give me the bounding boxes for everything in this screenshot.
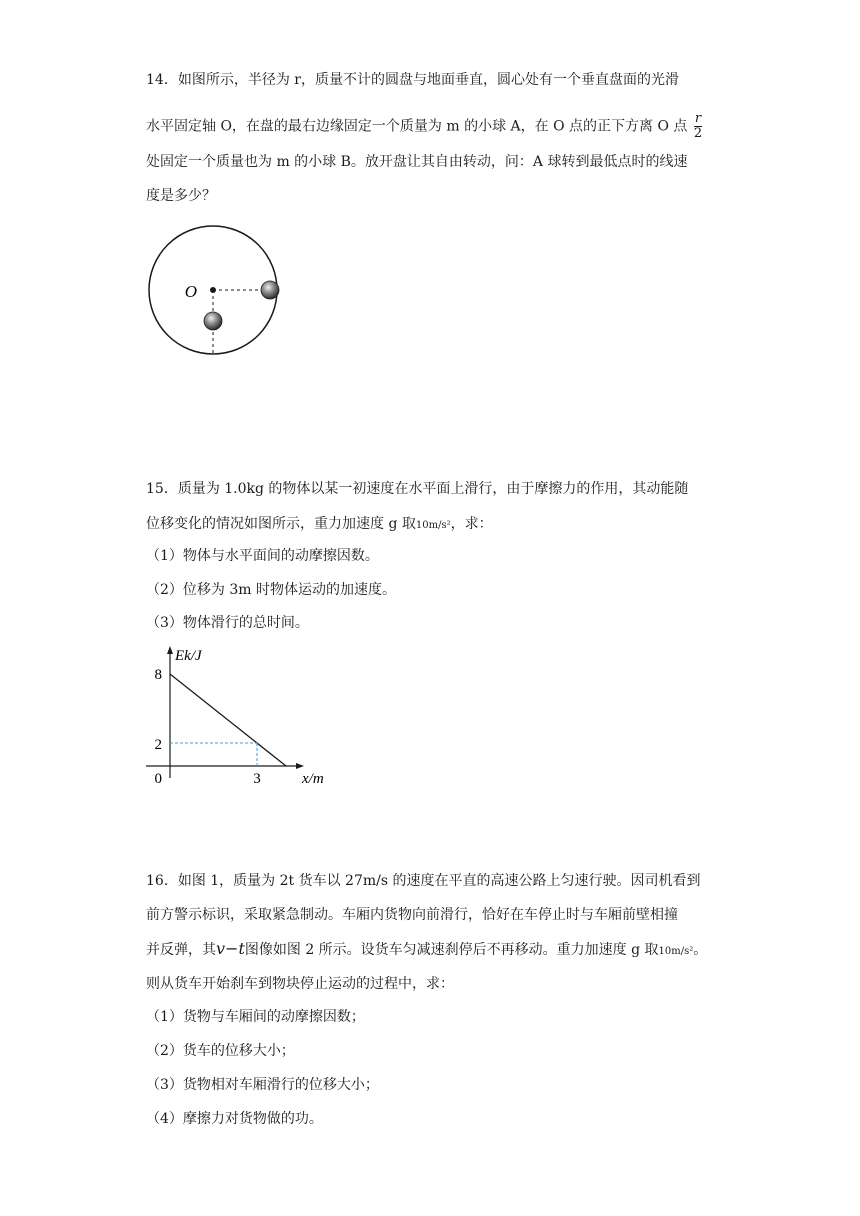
axis-point-o [210,287,216,293]
q14-line-2 [146,112,702,141]
q14-line-3: 处固定一个质量也为 m 的小球 B。放开盘让其自由转动，问：A 球转到最低点时的线速 [146,154,688,170]
q16-sub-4: （4）摩擦力对货物做的功。 [146,1111,323,1127]
q16-vt-label: v−t [216,939,245,958]
x-axis-label: x/m [302,771,324,787]
q16-g-unit: 10m/s² [658,946,694,957]
q16-line-4: 则从货车开始刹车到物块停止运动的过程中，求： [146,976,454,992]
q15-line-2-end: ，求： [450,516,493,532]
origin-label: 0 [154,771,162,787]
q16-line-3-end: 。 [693,942,708,958]
center-label-o: O [184,282,197,301]
ek-line [170,674,286,766]
q16-line-1: 16．如图 1，质量为 2t 货车以 27m/s 的速度在平直的高速公路上匀速行驶。因司机看到 [146,873,701,889]
y-axis-label [174,648,203,664]
x-axis-arrow [296,763,304,769]
q16-sub-1: （1）货物与车厢间的动摩擦因数； [146,1009,365,1025]
q14-line-4: 度是多少？ [146,188,216,204]
q16-line-3-text: 并反弹，其 [146,942,216,958]
q15-line-1: 15．质量为 1.0kg 的物体以某一初速度在水平面上滑行，由于摩擦力的作用，其动能随 [146,481,689,497]
q15-g-unit: 10m/s² [415,520,451,531]
q14-line-1: 14．如图所示，半径为 r，质量不计的圆盘与地面垂直，圆心处有一个垂直盘面的光滑 [146,72,679,88]
q15-sub-2: （2）位移为 3m 时物体运动的加速度。 [146,582,396,598]
x-tick-3: 3 [253,771,261,787]
q14-fraction-denominator: 2 [693,126,703,141]
q14-line-2-text: 水平固定轴 O，在盘的最右边缘固定一个质量为 m 的小球 A，在 O 点的正下方离 O 点 [146,118,688,135]
y-tick-2: 2 [154,737,162,753]
q15-sub-3: （3）物体滑行的总时间。 [146,615,309,631]
q15-line-2-text: 位移变化的情况如图所示，重力加速度 g 取 [146,516,416,532]
y-axis-arrow [167,646,173,654]
q16-sub-3: （3）货物相对车厢滑行的位移大小； [146,1077,379,1093]
q16-line-3 [146,939,707,962]
q16-line-2: 前方警示标识，采取紧急制动。车厢内货物向前滑行，恰好在车停止时与车厢前壁相撞 [146,907,678,923]
y-tick-8: 8 [154,667,162,683]
q16-line-3-middle: 图像如图 2 所示。设货车匀减速刹停后不再移动。重力加速度 g 取 [244,942,659,958]
q15-line-2 [146,514,493,536]
ball-b [204,312,222,330]
q14-fraction-numerator: r [694,111,702,126]
q15-ek-x-graph [140,640,340,790]
q16-sub-2: （2）货车的位移大小； [146,1043,295,1059]
y-axis-label-text: Ek/J [175,648,202,664]
q14-disc-figure [140,220,290,365]
ball-a [261,281,279,299]
q15-sub-1: （1）物体与水平面间的动摩擦因数。 [146,548,379,564]
q14-fraction [694,112,702,141]
